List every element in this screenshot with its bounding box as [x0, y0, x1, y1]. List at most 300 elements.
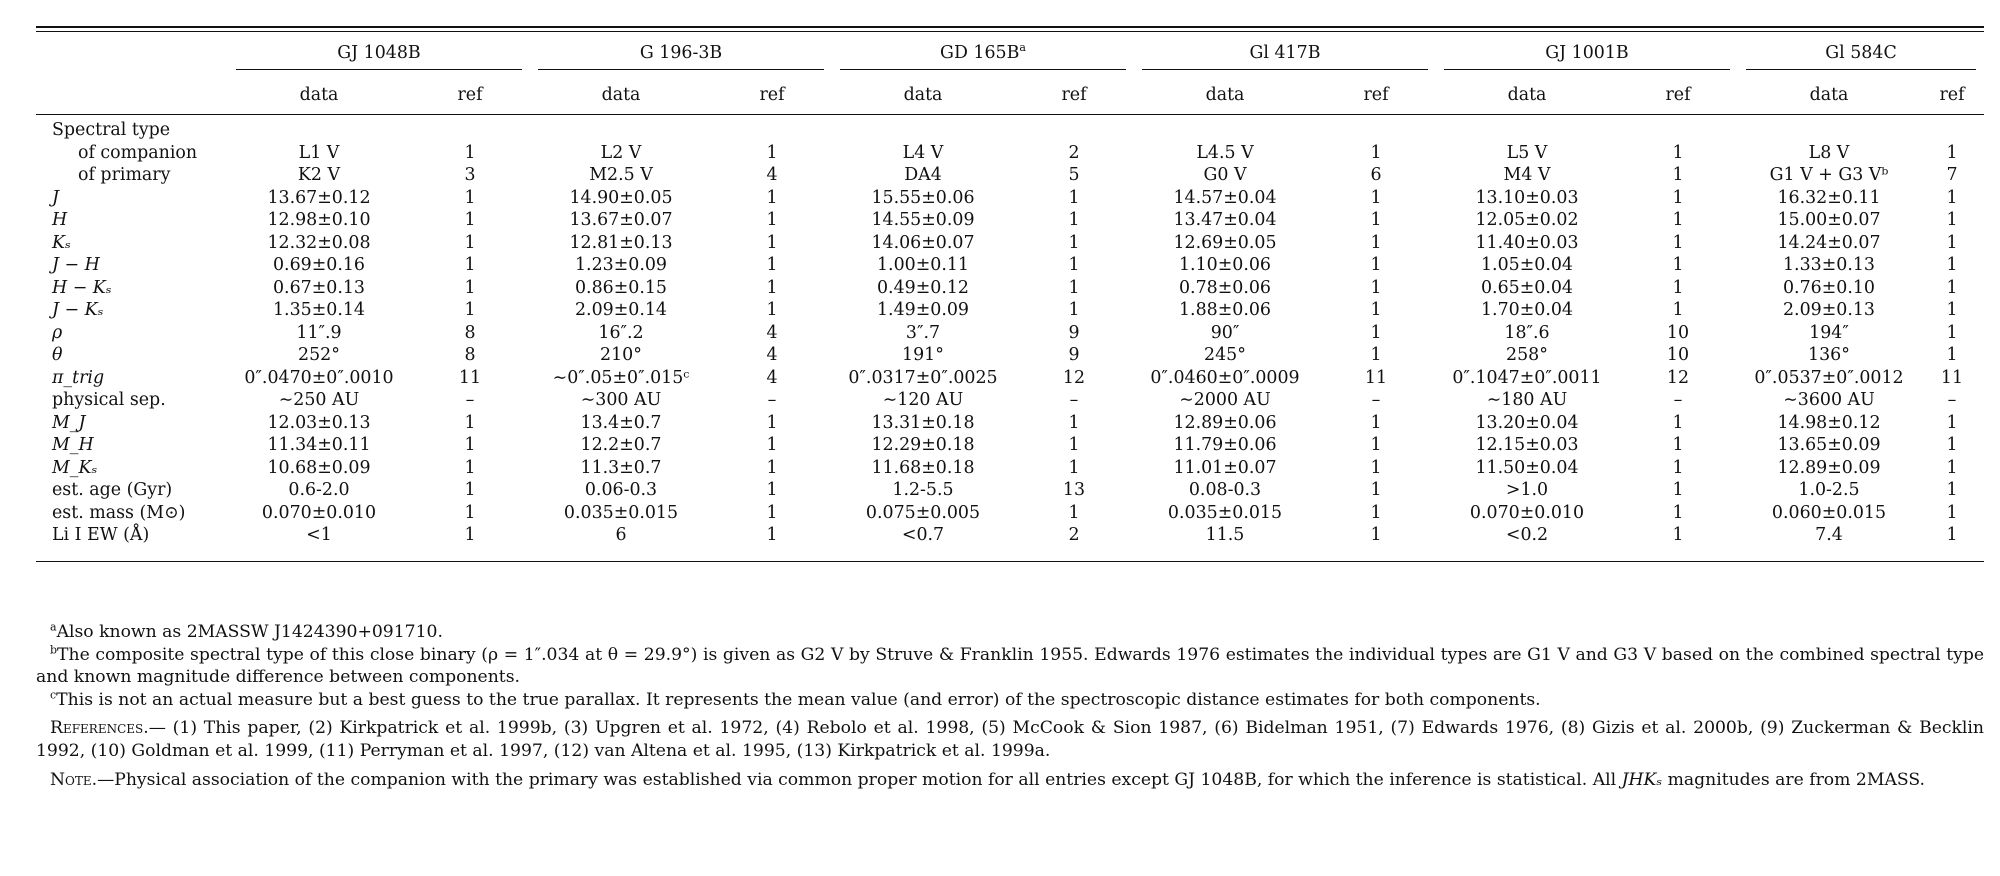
data-cell: 11.79±0.06 — [1173, 435, 1277, 455]
table-row — [36, 457, 1984, 480]
table-row — [36, 254, 1984, 277]
data-cell: <0.7 — [901, 525, 945, 545]
data-cell: 0.035±0.015 — [563, 502, 679, 523]
ref-cell: 1 — [1672, 502, 1684, 523]
ref-cell: 1 — [1068, 435, 1080, 455]
ref-cell: 1 — [464, 187, 476, 208]
footnote-a — [36, 621, 1984, 644]
ref-cell: 1 — [1672, 480, 1684, 500]
ref-cell: 1 — [1370, 277, 1382, 298]
data-cell: 258° — [1506, 345, 1548, 365]
ref-cell — [410, 115, 530, 142]
footnote-a-text: Also known as 2MASSW J1424390+091710. — [56, 622, 443, 642]
data-cell: 2.09±0.13 — [1782, 300, 1875, 320]
ref-cell: 1 — [1672, 457, 1684, 478]
ref-cell: 12 — [1666, 367, 1690, 388]
data-cell: 0.6-2.0 — [288, 480, 350, 500]
table-row — [36, 502, 1984, 525]
table-row — [36, 299, 1984, 322]
ref-cell: 1 — [1672, 300, 1684, 320]
ref-cell: 1 — [766, 480, 778, 500]
row-label: est. age (Gyr) — [52, 480, 173, 500]
data-cell: 0.67±0.13 — [272, 277, 365, 298]
data-cell: L4 V — [902, 142, 944, 163]
table-row — [36, 142, 1984, 165]
data-cell: L1 V — [298, 142, 340, 163]
companion-table-body — [36, 115, 1984, 547]
ref-cell: 11 — [1364, 367, 1388, 388]
ref-cell: 1 — [1672, 255, 1684, 275]
ref-cell: – — [1069, 390, 1079, 410]
data-cell: 14.90±0.05 — [569, 187, 673, 208]
ref-cell — [712, 115, 832, 142]
data-cell: 194″ — [1809, 322, 1849, 343]
data-cell: <1 — [306, 525, 332, 545]
data-cell: L2 V — [600, 142, 642, 163]
data-subheader: data — [1205, 84, 1245, 105]
data-cell: 191° — [902, 345, 944, 365]
row-label: H − Kₛ — [52, 277, 112, 298]
references — [36, 717, 1984, 762]
ref-cell: 1 — [1672, 165, 1684, 185]
column-group-header — [832, 32, 1134, 70]
ref-cell: 1 — [464, 502, 476, 523]
data-cell: 13.65±0.09 — [1777, 435, 1881, 455]
ref-cell: 1 — [766, 502, 778, 523]
row-label: physical sep. — [52, 390, 166, 410]
data-cell: 0″.0537±0″.0012 — [1754, 367, 1904, 388]
data-cell: 1.00±0.11 — [876, 255, 969, 275]
ref-cell: 4 — [766, 345, 778, 365]
data-cell: 1.35±0.14 — [272, 300, 365, 320]
data-cell: 14.24±0.07 — [1777, 232, 1881, 253]
data-cell: 13.4±0.7 — [580, 412, 662, 433]
data-cell: 1.70±0.04 — [1480, 300, 1573, 320]
ref-cell: 1 — [1068, 210, 1080, 230]
ref-cell: 1 — [1946, 345, 1958, 365]
ref-cell: 1 — [1068, 412, 1080, 433]
note-heading: Note.— — [50, 769, 115, 790]
data-cell: 12.2±0.7 — [580, 435, 662, 455]
data-cell: 13.31±0.18 — [871, 412, 975, 433]
row-label: J − H — [52, 255, 100, 275]
data-cell: 7.4 — [1815, 525, 1843, 545]
data-cell: 12.89±0.06 — [1173, 412, 1277, 433]
data-cell: 16″.2 — [598, 322, 644, 343]
data-cell: 0.035±0.015 — [1167, 502, 1283, 523]
data-cell: 1.88±0.06 — [1178, 300, 1271, 320]
bottom-rule — [36, 561, 1984, 562]
ref-cell — [1618, 115, 1738, 142]
ref-cell: 1 — [1672, 412, 1684, 433]
footnote-c — [36, 689, 1984, 712]
ref-cell — [1014, 115, 1134, 142]
ref-cell: 1 — [1068, 457, 1080, 478]
ref-cell — [1920, 115, 1984, 142]
ref-cell: 1 — [766, 412, 778, 433]
column-footnote-mark: a — [1019, 41, 1026, 55]
ref-cell: 1 — [464, 142, 476, 163]
ref-cell: 1 — [766, 525, 778, 545]
references-text: (1) This paper, (2) Kirkpatrick et al. 1999b, (3) Upgren et al. 1972, (4) Rebolo et al. 1998, (5) McCook & Sion 1987, (6) Bidelman 1951, (7) Edwards 1976, (8) Gizis et al. 2000b, (9) Zuckerman & Becklin 1992, (10) Goldman et al. 1999, (11) Perryman et al. 1997, (12) van Altena et al. 1995, (13) Kirkpatrick et al. 1999a. — [36, 718, 1984, 761]
data-cell: 12.03±0.13 — [267, 412, 371, 433]
companion-table — [36, 32, 1984, 114]
ref-cell: 8 — [464, 345, 476, 365]
ref-cell: 11 — [1940, 367, 1964, 388]
table-row — [36, 367, 1984, 390]
data-cell: 15.55±0.06 — [871, 187, 975, 208]
ref-cell: 1 — [464, 457, 476, 478]
ref-cell: 1 — [1946, 277, 1958, 298]
data-cell: 11.40±0.03 — [1475, 232, 1579, 253]
ref-cell: 12 — [1062, 367, 1086, 388]
table-row — [36, 524, 1984, 547]
data-cell: 11.34±0.11 — [267, 435, 371, 455]
data-cell: 1.0-2.5 — [1798, 480, 1860, 500]
data-subheader: data — [1809, 84, 1849, 105]
row-label: π_trig — [52, 367, 105, 388]
ref-cell: 1 — [1068, 187, 1080, 208]
data-cell: 14.55±0.09 — [871, 210, 975, 230]
ref-cell: 10 — [1666, 345, 1690, 365]
ref-cell: 13 — [1062, 480, 1086, 500]
ref-cell: 3 — [464, 165, 476, 185]
footnote-c-text: This is not an actual measure but a best guess to the true parallax. It represents the mean value (and error) of the spectroscopic distance estimates for both components. — [56, 689, 1541, 710]
table-body — [36, 115, 1984, 547]
ref-cell: 1 — [1946, 187, 1958, 208]
column-group-header — [1134, 32, 1436, 70]
ref-cell: 1 — [1946, 322, 1958, 343]
ref-cell: 1 — [766, 277, 778, 298]
data-cell: 0.69±0.16 — [272, 255, 365, 275]
data-cell: 0.65±0.04 — [1480, 277, 1573, 298]
ref-cell: 9 — [1068, 322, 1080, 343]
table-row — [36, 344, 1984, 367]
data-cell: 11.5 — [1205, 525, 1245, 545]
ref-cell: 1 — [1946, 435, 1958, 455]
data-cell: 14.06±0.07 — [871, 232, 975, 253]
row-label: H — [52, 210, 68, 230]
column-group-header — [530, 32, 832, 70]
data-cell: 12.81±0.13 — [569, 232, 673, 253]
data-cell: 1.23±0.09 — [574, 255, 667, 275]
ref-cell: 1 — [1068, 255, 1080, 275]
ref-cell: 1 — [1068, 502, 1080, 523]
ref-cell: 1 — [766, 435, 778, 455]
data-subheader: data — [903, 84, 943, 105]
group-header-row — [36, 32, 1984, 70]
ref-cell: 4 — [766, 367, 778, 388]
data-cell: 6 — [615, 525, 627, 545]
data-cell: 11.01±0.07 — [1173, 457, 1277, 478]
data-cell: M4 V — [1503, 165, 1551, 185]
column-name: GJ 1048B — [337, 43, 421, 63]
data-cell: 11.68±0.18 — [871, 457, 975, 478]
data-cell: K2 V — [297, 165, 341, 185]
data-cell: 11.50±0.04 — [1475, 457, 1579, 478]
ref-cell: 5 — [1068, 165, 1080, 185]
ref-cell: 1 — [766, 210, 778, 230]
ref-cell: – — [1947, 390, 1957, 410]
data-subheader: data — [1507, 84, 1547, 105]
data-cell: >1.0 — [1505, 480, 1549, 500]
references-heading: References.— — [50, 718, 166, 739]
data-cell: 0.060±0.015 — [1771, 502, 1887, 523]
ref-cell: – — [1371, 390, 1381, 410]
data-cell: 136° — [1808, 345, 1850, 365]
sub-header-row — [36, 70, 1984, 115]
table-row — [36, 115, 1984, 142]
ref-cell: 1 — [1370, 502, 1382, 523]
column-name: G 196-3B — [639, 43, 723, 63]
footnote-a-mark: a — [50, 620, 57, 634]
row-label: of primary — [78, 165, 171, 185]
row-label: J − Kₛ — [52, 300, 104, 320]
data-cell: ∼120 AU — [882, 390, 964, 410]
row-label: M_Kₛ — [52, 457, 98, 478]
table-row — [36, 479, 1984, 502]
table-row — [36, 209, 1984, 232]
data-cell: ∼3600 AU — [1783, 390, 1875, 410]
data-cell: 13.20±0.04 — [1475, 412, 1579, 433]
ref-cell: 4 — [766, 165, 778, 185]
column-name: GD 165B — [940, 43, 1020, 63]
ref-cell: 1 — [766, 300, 778, 320]
data-cell: 0.06-0.3 — [584, 480, 658, 500]
table-row — [36, 164, 1984, 187]
table-row — [36, 434, 1984, 457]
row-label: ρ — [52, 322, 63, 343]
data-cell: 12.32±0.08 — [267, 232, 371, 253]
data-cell: ∼180 AU — [1486, 390, 1568, 410]
ref-cell: 1 — [1370, 525, 1382, 545]
ref-cell: 1 — [464, 480, 476, 500]
footnote-b — [36, 644, 1984, 689]
ref-cell: 1 — [1370, 480, 1382, 500]
data-cell: 1.33±0.13 — [1782, 255, 1875, 275]
ref-cell: 1 — [766, 142, 778, 163]
data-cell: G0 V — [1203, 165, 1247, 185]
data-cell: G1 V + G3 Vᵇ — [1769, 165, 1889, 185]
data-cell: 12.69±0.05 — [1173, 232, 1277, 253]
data-cell: 0″.0460±0″.0009 — [1150, 367, 1300, 388]
ref-cell: 1 — [464, 525, 476, 545]
data-cell: 12.05±0.02 — [1475, 210, 1579, 230]
ref-cell: 9 — [1068, 345, 1080, 365]
ref-cell: 6 — [1370, 165, 1382, 185]
ref-cell: – — [465, 390, 475, 410]
ref-cell: 2 — [1068, 525, 1080, 545]
row-label: est. mass (M⊙) — [52, 502, 186, 523]
ref-subheader: ref — [1665, 84, 1691, 105]
data-cell: ∼0″.05±0″.015ᶜ — [552, 367, 690, 388]
data-cell: 0.075±0.005 — [865, 502, 981, 523]
ref-cell: 1 — [1370, 457, 1382, 478]
ref-cell: 1 — [1672, 142, 1684, 163]
ref-cell: 4 — [766, 322, 778, 343]
row-label: θ — [52, 345, 63, 365]
row-label: M_H — [52, 435, 94, 455]
data-cell: ∼300 AU — [580, 390, 662, 410]
data-cell: 90″ — [1210, 322, 1240, 343]
data-cell: 0″.0317±0″.0025 — [848, 367, 998, 388]
data-cell: ∼250 AU — [278, 390, 360, 410]
ref-cell: 1 — [464, 277, 476, 298]
column-name: GJ 1001B — [1545, 43, 1629, 63]
data-cell — [1436, 115, 1618, 142]
ref-cell — [1316, 115, 1436, 142]
ref-cell: 1 — [1370, 412, 1382, 433]
row-label: J — [52, 187, 59, 208]
data-cell: 1.10±0.06 — [1178, 255, 1271, 275]
data-cell: L4.5 V — [1196, 142, 1254, 163]
data-table-container — [36, 26, 1984, 562]
column-name: Gl 417B — [1249, 43, 1321, 63]
data-subheader: data — [299, 84, 339, 105]
data-cell: 11.3±0.7 — [580, 457, 662, 478]
note-text-pre: Physical association of the companion with the primary was established via common proper motion for all entries except GJ 1048B, for which the inference is statistical. All — [114, 769, 1622, 790]
data-cell: 13.67±0.12 — [267, 187, 371, 208]
ref-cell: 1 — [1946, 142, 1958, 163]
data-cell: 210° — [600, 345, 642, 365]
row-label: Li I EW (Å) — [52, 525, 150, 545]
ref-cell: 1 — [1946, 502, 1958, 523]
ref-cell: 1 — [1672, 435, 1684, 455]
data-cell: 245° — [1204, 345, 1246, 365]
data-cell: 1.49±0.09 — [876, 300, 969, 320]
data-cell — [228, 115, 410, 142]
column-group-header — [228, 32, 530, 70]
note-text-post: magnitudes are from 2MASS. — [1662, 769, 1925, 790]
ref-subheader: ref — [759, 84, 785, 105]
table-row — [36, 232, 1984, 255]
data-cell: 10.68±0.09 — [267, 457, 371, 478]
ref-cell: 1 — [766, 232, 778, 253]
column-group-header — [1738, 32, 1984, 70]
data-cell: 0.86±0.15 — [574, 277, 667, 298]
ref-cell: 1 — [464, 210, 476, 230]
column-group-header — [1436, 32, 1738, 70]
ref-cell: 1 — [1946, 525, 1958, 545]
data-cell: 2.09±0.14 — [574, 300, 667, 320]
ref-subheader: ref — [457, 84, 483, 105]
data-cell: 12.15±0.03 — [1475, 435, 1579, 455]
ref-cell: – — [1673, 390, 1683, 410]
ref-cell: 1 — [1946, 300, 1958, 320]
data-cell — [1738, 115, 1920, 142]
footnote-b-text: The composite spectral type of this close binary (ρ = 1″.034 at θ = 29.9°) is given as G2 V by Struve & Franklin 1955. Edwards 1976 estimates the individual types are G1 V and G3 V based on the combined spectral type and known magnitude difference between components. — [36, 644, 1984, 688]
ref-cell: 1 — [1370, 210, 1382, 230]
table-row — [36, 187, 1984, 210]
data-cell: ∼2000 AU — [1179, 390, 1271, 410]
ref-cell: 1 — [1672, 232, 1684, 253]
ref-cell: 2 — [1068, 142, 1080, 163]
ref-subheader: ref — [1061, 84, 1087, 105]
ref-cell: 1 — [1370, 345, 1382, 365]
data-cell — [832, 115, 1014, 142]
data-cell: 0.070±0.010 — [1469, 502, 1585, 523]
ref-cell: 1 — [1672, 210, 1684, 230]
ref-cell: 1 — [766, 187, 778, 208]
row-label: Kₛ — [52, 232, 71, 253]
data-cell: 0″.0470±0″.0010 — [244, 367, 394, 388]
ref-cell: 1 — [1068, 277, 1080, 298]
ref-cell: 8 — [464, 322, 476, 343]
ref-subheader: ref — [1363, 84, 1389, 105]
data-cell: L8 V — [1808, 142, 1850, 163]
ref-cell: 7 — [1946, 165, 1958, 185]
ref-cell: – — [767, 390, 777, 410]
ref-cell: 1 — [1370, 232, 1382, 253]
data-cell: 13.47±0.04 — [1173, 210, 1277, 230]
row-label: of companion — [78, 142, 198, 163]
ref-cell: 1 — [464, 435, 476, 455]
note-jhk: JHKₛ — [1621, 769, 1663, 790]
data-cell — [1134, 115, 1316, 142]
table-row — [36, 277, 1984, 300]
ref-cell: 1 — [1946, 480, 1958, 500]
ref-cell: 1 — [464, 232, 476, 253]
ref-cell: 1 — [1946, 210, 1958, 230]
data-cell: 15.00±0.07 — [1777, 210, 1881, 230]
ref-cell: 11 — [458, 367, 482, 388]
data-cell: 18″.6 — [1504, 322, 1550, 343]
data-cell: 1.05±0.04 — [1480, 255, 1573, 275]
ref-cell: 1 — [464, 412, 476, 433]
data-cell: 0″.1047±0″.0011 — [1452, 367, 1602, 388]
data-cell: 13.67±0.07 — [569, 210, 673, 230]
ref-cell: 1 — [464, 255, 476, 275]
data-cell: 0.49±0.12 — [876, 277, 969, 298]
ref-cell: 1 — [1946, 255, 1958, 275]
ref-cell: 1 — [1672, 187, 1684, 208]
ref-cell: 1 — [1946, 412, 1958, 433]
data-cell: 14.98±0.12 — [1777, 412, 1881, 433]
table-notes — [36, 621, 1984, 791]
data-cell: 1.2-5.5 — [892, 480, 954, 500]
data-cell: L5 V — [1506, 142, 1548, 163]
ref-cell: 1 — [766, 255, 778, 275]
ref-cell: 1 — [1370, 187, 1382, 208]
data-cell: DA4 — [904, 165, 942, 185]
column-name: Gl 584C — [1825, 43, 1897, 63]
row-label: Spectral type — [52, 120, 171, 140]
data-cell: 12.98±0.10 — [267, 210, 371, 230]
data-cell: 0.070±0.010 — [261, 502, 377, 523]
ref-cell: 1 — [1068, 300, 1080, 320]
ref-cell: 1 — [766, 457, 778, 478]
data-subheader: data — [601, 84, 641, 105]
ref-cell: 1 — [1370, 322, 1382, 343]
ref-cell: 1 — [1370, 435, 1382, 455]
table-row — [36, 322, 1984, 345]
table-row — [36, 389, 1984, 412]
ref-cell: 1 — [1946, 232, 1958, 253]
ref-cell: 1 — [1068, 232, 1080, 253]
ref-cell: 10 — [1666, 322, 1690, 343]
data-cell: 12.29±0.18 — [871, 435, 975, 455]
data-cell — [530, 115, 712, 142]
data-cell: 11″.9 — [296, 322, 342, 343]
footnote-b-mark: b — [50, 642, 58, 656]
table-note — [36, 769, 1984, 792]
ref-cell: 1 — [1370, 255, 1382, 275]
data-cell: 13.10±0.03 — [1475, 187, 1579, 208]
ref-cell: 1 — [1672, 277, 1684, 298]
ref-cell: 1 — [1370, 300, 1382, 320]
footnote-c-mark: c — [50, 688, 57, 702]
ref-cell: 1 — [464, 300, 476, 320]
